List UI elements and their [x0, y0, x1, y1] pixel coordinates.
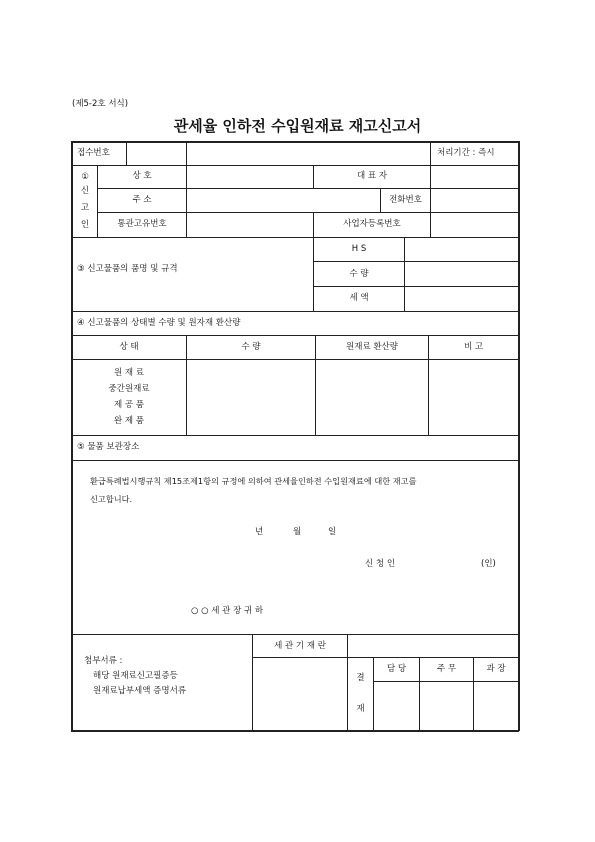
phone-label: 전화번호 [389, 195, 422, 205]
business-registration-field[interactable] [431, 213, 517, 236]
remarks-column-header: 비 고 [463, 342, 484, 352]
page-title: 관세율 인하전 수입원재료 재고신고서 [173, 117, 422, 135]
hs-field[interactable] [405, 238, 517, 260]
goods-description-field[interactable] [73, 278, 312, 310]
receipt-number-field[interactable] [127, 142, 185, 164]
hs-label: H S [351, 244, 367, 254]
approval-signature-officer[interactable] [420, 682, 472, 729]
address-field[interactable] [187, 189, 379, 211]
applicant-section-char: 인 [80, 220, 90, 230]
phone-field[interactable] [431, 189, 517, 211]
attachment-item: 해당 원재료신고필증등 [93, 671, 178, 681]
approval-label-char: 결 [356, 673, 365, 683]
customs-id-field[interactable] [187, 213, 312, 236]
declaration-text: 환급특례법시행규칙 제15조제1항의 규정에 의하여 관세율인하전 수입원재료에 대한 재고를 [90, 476, 417, 486]
representative-field[interactable] [431, 166, 517, 187]
applicant-section-char: 신 [80, 186, 90, 196]
attachments-label: 첨부서류 : [84, 656, 123, 666]
declaration-text: 신고합니다. [90, 494, 133, 504]
company-name-label: 상 호 [132, 171, 152, 181]
attachment-item: 원재료납부세액 증명서류 [93, 686, 187, 696]
storage-section-label: ⑤ 물품 보관장소 [77, 442, 140, 452]
representative-label: 대 표 자 [356, 171, 388, 181]
processing-period: 처리기간 : 즉시 [437, 148, 495, 158]
applicant-section-char: 고 [80, 203, 90, 213]
approval-signature-staff[interactable] [374, 682, 418, 729]
approval-column-officer: 주 무 [436, 664, 457, 674]
conversion-column-header: 원재료 환산량 [346, 342, 398, 352]
customs-note-field[interactable] [253, 658, 346, 729]
customs-note-label: 세 관 기 재 란 [274, 641, 326, 651]
goods-section-label: ③ 신고물품의 품명 및 규격 [77, 264, 178, 274]
status-section-label: ④ 신고물품의 상태별 수량 및 원자재 환산량 [77, 318, 241, 328]
status-row-label: 중간원재료 [108, 384, 150, 394]
status-row-label: 완 제 품 [113, 416, 145, 426]
business-registration-label: 사업자등록번호 [343, 219, 401, 229]
approval-column-chief: 과 장 [486, 664, 506, 674]
applicant-section-number: ① [81, 172, 89, 182]
quantity-label: 수 량 [349, 269, 369, 279]
approval-label-char: 재 [356, 704, 365, 714]
tax-label: 세 액 [349, 293, 369, 303]
form-number: (제5-2호 서식) [72, 99, 129, 109]
receipt-number-label: 접수번호 [77, 148, 110, 158]
company-name-field[interactable] [187, 166, 312, 187]
status-column-header: 상 태 [119, 342, 139, 352]
quantity-field[interactable] [405, 262, 517, 285]
addressee: ○ ○ 세 관 장 귀 하 [191, 606, 264, 616]
storage-location-field[interactable] [170, 437, 516, 459]
approval-column-staff: 담 당 [386, 664, 407, 674]
customs-id-label: 통관고유번호 [117, 219, 167, 229]
status-conversion-field[interactable] [316, 360, 427, 434]
quantity-column-header: 수 량 [241, 342, 261, 352]
date-year-label: 년 [255, 527, 264, 537]
status-row-label: 제 공 품 [113, 400, 145, 410]
tax-field[interactable] [405, 287, 517, 310]
status-quantity-field[interactable] [187, 360, 314, 434]
status-remarks-field[interactable] [429, 360, 517, 434]
status-row-label: 원 재 료 [113, 368, 145, 378]
approval-signature-chief[interactable] [474, 682, 517, 729]
address-label: 주 소 [132, 195, 152, 205]
date-day-label: 일 [328, 527, 337, 537]
applicant-signature-label: 신 청 인 [365, 559, 396, 569]
date-month-label: 월 [293, 527, 302, 537]
seal-mark: (인) [481, 559, 496, 569]
